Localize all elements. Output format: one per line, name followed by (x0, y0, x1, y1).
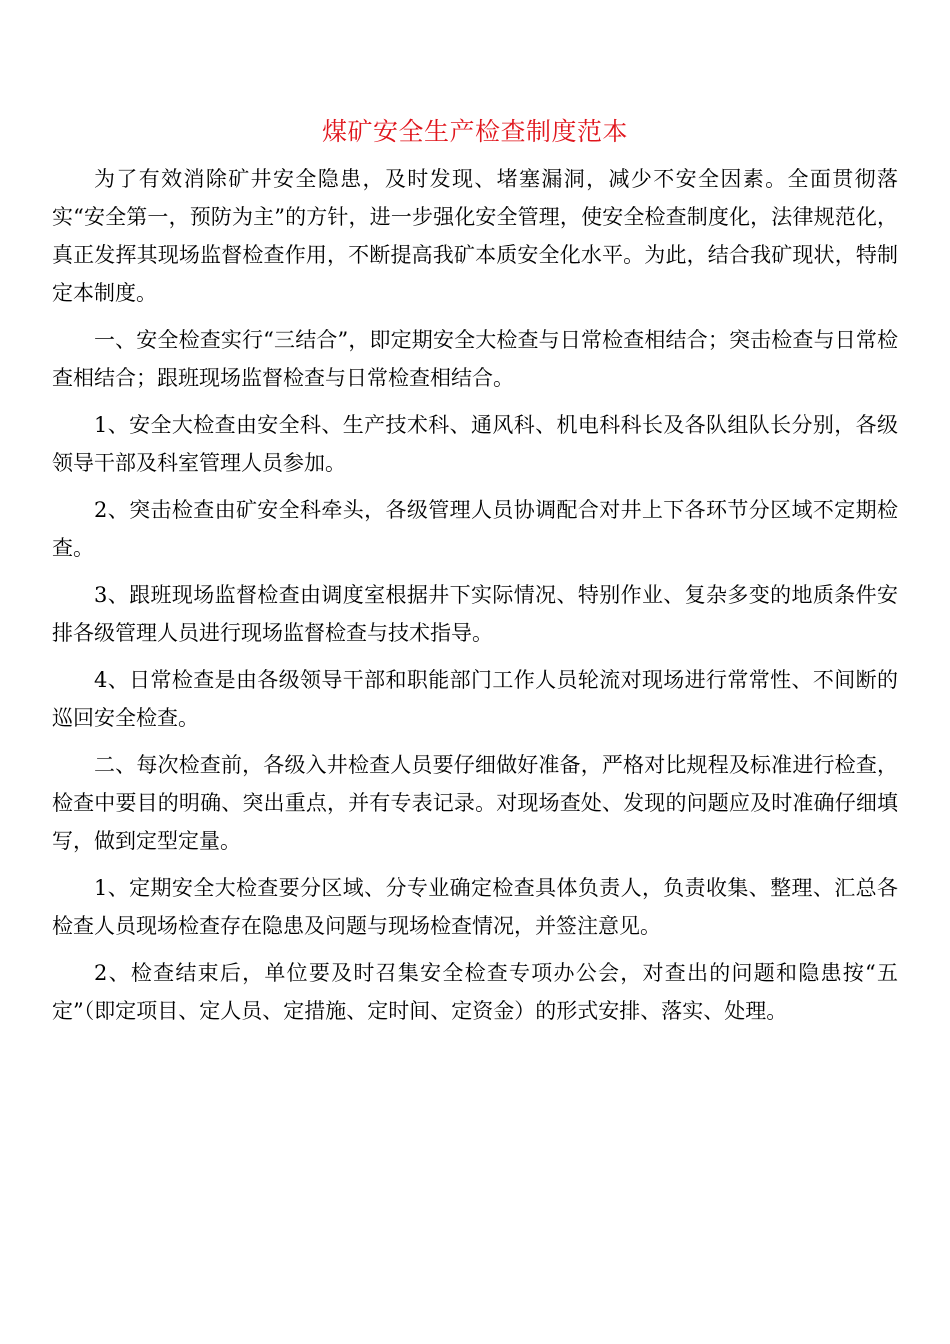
paragraph-section-1: 一、安全检查实行“三结合”，即定期安全大检查与日常检查相结合；突击检查与日常检查相结合；跟班现场监督检查与日常检查相结合。 (52, 328, 898, 390)
paragraph-2-1: 1、定期安全大检查要分区域、分专业确定检查具体负责人，负责收集、整理、汇总各检查人员现场检查存在隐患及问题与现场检查情况，并签注意见。 (52, 876, 898, 938)
document-body (52, 160, 898, 1039)
document-title: 煤矿安全生产检查制度范本 (321, 117, 628, 146)
paragraph-1-1: 1、安全大检查由安全科、生产技术科、通风科、机电科科长及各队组队长分别，各级领导干部及科室管理人员参加。 (52, 413, 898, 475)
paragraph-section-2: 二、每次检查前，各级入井检查人员要仔细做好准备，严格对比规程及标准进行检查，检查中要目的明确、突出重点，并有专表记录。对现场查处、发现的问题应及时准确仔细填写，做到定型定量。 (52, 753, 898, 853)
paragraph-1-2: 2、突击检查由矿安全科牵头，各级管理人员协调配合对井上下各环节分区域不定期检查。 (52, 498, 898, 560)
paragraph-2-2: 2、检查结束后，单位要及时召集安全检查专项办公会，对查出的问题和隐患按“五定”（即定项目、定人员、定措施、定时间、定资金）的形式安排、落实、处理。 (52, 961, 898, 1023)
paragraph-1-3: 3、跟班现场监督检查由调度室根据井下实际情况、特别作业、复杂多变的地质条件安排各级管理人员进行现场监督检查与技术指导。 (52, 583, 898, 645)
paragraph-intro: 为了有效消除矿井安全隐患，及时发现、堵塞漏洞，减少不安全因素。全面贯彻落实“安全第一，预防为主”的方针，进一步强化安全管理，使安全检查制度化，法律规范化，真正发挥其现场监督检查作用，不断提高我矿本质安全化水平。为此，结合我矿现状，特制定本制度。 (52, 167, 898, 305)
paragraph-1-4: 4、日常检查是由各级领导干部和职能部门工作人员轮流对现场进行常常性、不间断的巡回安全检查。 (52, 668, 898, 730)
